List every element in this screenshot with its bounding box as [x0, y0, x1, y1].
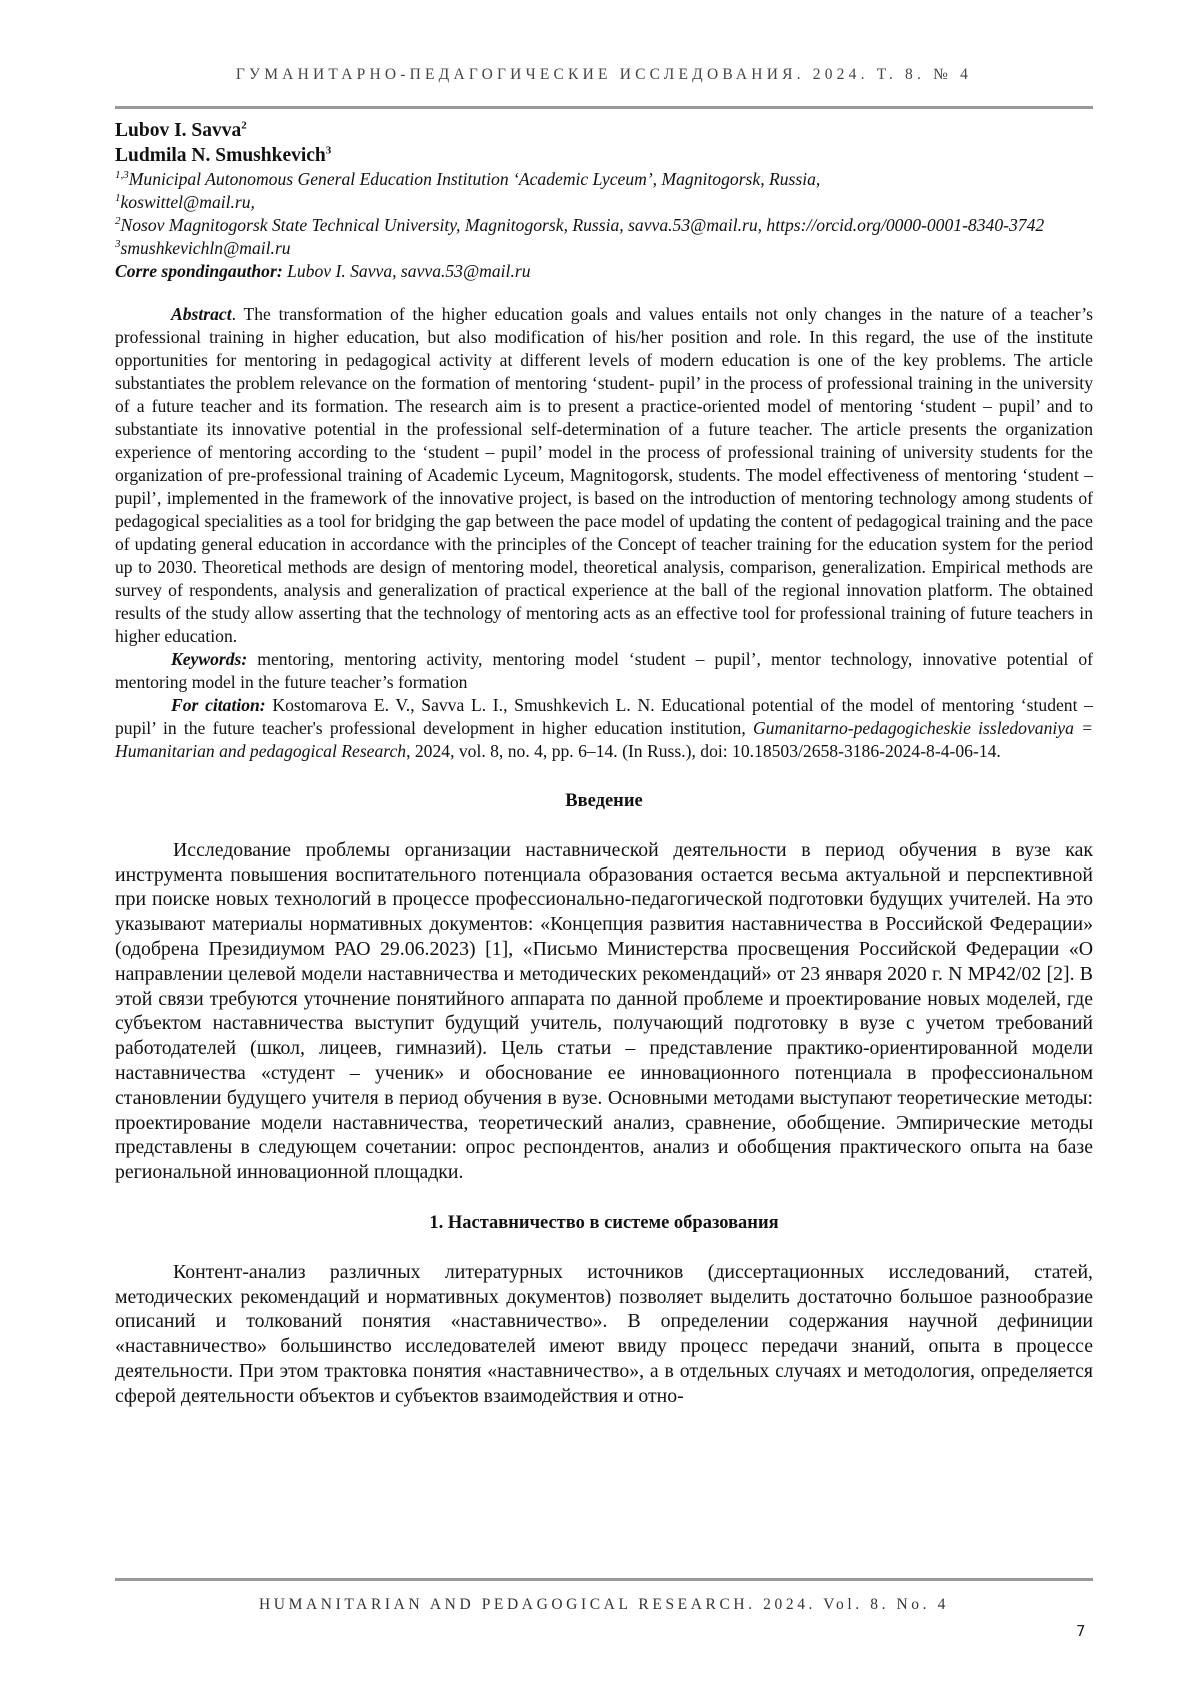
corresponding-author: Corre spondingauthor: Lubov I. Savva, savva.53@mail.ru: [115, 261, 531, 281]
article-content: [115, 118, 1093, 1409]
keywords: Keywords: mentoring, mentoring activity, mentoring model ‘student – pupil’, mentor technology, innovative potential of mentoring model in the future teacher’s formation: [115, 649, 1093, 692]
body-paragraph: Контент-анализ различных литературных источников (диссертационных исследований, статей, методических рекомендаций и нормативных документов) позволяет выделить достаточно большое разнообразие описаний и толкований понятия «наставничество». В определении содержания научной дефиниции «наставничество» большинство исследователей имеют ввиду процесс передачи знаний, опыта в процессе деятельности. При этом трактовка понятия «наставничество», а в отдельных случаях и методология, определяется сферой деятельности объектов и субъектов взаимодействия и отно-: [115, 1260, 1093, 1407]
citation: For citation: Kostomarova E. V., Savva L. I., Smushkevich L. N. Educational potential of the model of mentoring ‘student – pupil’ in the future teacher's professional development in higher education institution, Gumanitarno-pedagogicheskie issledovaniya = Humanitarian and pedagogical Research, 2024, vol. 8, no. 4, pp. 6–14. (In Russ.), doi: 10.18503/2658-3186-2024-8-4-06-14.: [115, 695, 1093, 761]
article-body: [115, 789, 1093, 1409]
running-header: ГУМАНИТАРНО-ПЕДАГОГИЧЕСКИЕ ИССЛЕДОВАНИЯ. 2024. Т. 8. № 4: [235, 66, 973, 83]
affiliation: $^2$Nosov Magnitogorsk State Technical University, Magnitogorsk, Russia, savva.53@mail.ru, https://orcid.org/0000-0001-8340-3742: [115, 215, 1045, 235]
section-title: 1. Наставничество в системе образования: [429, 1212, 779, 1233]
page-number: 7: [1076, 1622, 1086, 1640]
footer-rule: [115, 1578, 1093, 1581]
affiliation: $^{1,3}$Municipal Autonomous General Education Institution ‘Academic Lyceum’, Magnitogorsk, Russia,: [115, 169, 821, 189]
header-rule: [115, 106, 1093, 109]
running-footer: HUMANITARIAN AND PEDAGOGICAL RESEARCH. 2024. Vol. 8. No. 4: [259, 1596, 949, 1613]
author-name: Ludmila N. Smushkevich$^3$: [115, 144, 332, 166]
abstract-block: [115, 303, 1093, 763]
affiliation-email: $^1$koswittel@mail.ru,: [115, 192, 255, 212]
abstract: Abstract. The transformation of the higher education goals and values entails not only changes in the nature of a teacher’s professional training in higher education, but also modification of his/her position and role. In this regard, the use of the institute opportunities for mentoring in pedagogical activity at different levels of modern education is one of the key problems. The article substantiates the problem relevance on the formation of mentoring ‘student- pupil’ in the process of professional training in the university of a future teacher and its formation. The research aim is to present a practice-oriented model of mentoring ‘student – pupil’ and to substantiate its innovative potential in the professional self-determination of a future teacher. The article presents the organization experience of mentoring according to the ‘student – pupil’ model in the process of professional training of university students for the organization of pre-professional training of Academic Lyceum, Magnitogorsk, students. The model effectiveness of mentoring ‘student – pupil’, implemented in the framework of the innovative project, is based on the introduction of mentoring technology among students of pedagogical specialities as a tool for bridging the gap between the pace model of updating the content of pedagogical training and the pace of updating general education in accordance with the principles of the Concept of teacher training for the education system for the period up to 2030. Theoretical methods are design of mentoring model, theoretical analysis, comparison, generalization. Empirical methods are survey of respondents, analysis and generalization of practical experience at the ball of the regional innovation platform. The obtained results of the study allow asserting that the technology of mentoring acts as an effective tool for professional training of future teachers in higher education.: [115, 304, 1093, 646]
affiliation-email: $^3$smushkevichln@mail.ru: [115, 238, 291, 258]
body-paragraph: Исследование проблемы организации наставнической деятельности в период обучения в вузе как инструмента повышения воспитательного потенциала образования остается весьма актуальной и перспективной при поиске новых технологий в процессе профессионально-педагогической подготовки будущих учителей. На это указывают материалы нормативных документов: «Концепция развития наставничества в Российской Федерации» (одобрена Президиумом РАО 29.06.2023) [1], «Письмо Министерства просвещения Российской Федерации «О направлении целевой модели наставничества и методических рекомендаций» от 23 января 2020 г. N МР42/02 [2]. В этой связи требуются уточнение понятийного аппарата по данной проблеме и проектирование новых моделей, где субъектом наставничества выступит будущий учитель, получающий подготовку в вузе с учетом требований работодателей (школ, лицеев, гимназий). Цель статьи – представление практико-ориентированной модели наставничества «студент – ученик» и обоснование ее инновационного потенциала в профессиональном становлении будущего учителя в период обучения в вузе. Основными методами выступают теоретические методы: проектирование модели наставничества, теоретический анализ, сравнение, обобщение. Эмпирические методы представлены в следующем сочетании: опрос респондентов, анализ и обобщения практического опыта на базе региональной инновационной площадки.: [115, 838, 1093, 1184]
section-title: Введение: [565, 791, 643, 811]
author-name: Lubov I. Savva$^2$: [115, 119, 247, 141]
